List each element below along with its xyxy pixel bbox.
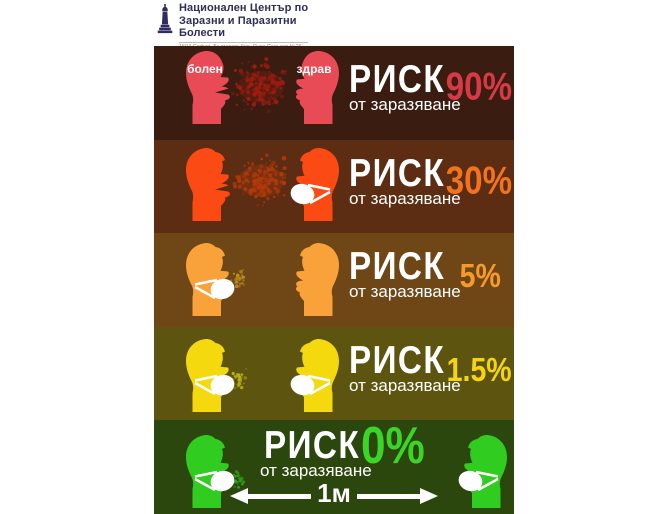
risk-title: РИСК <box>349 244 446 288</box>
head-label: здрав <box>296 62 332 76</box>
risk-bands <box>154 46 514 514</box>
arrowhead-right-icon <box>420 488 438 504</box>
sick-person-head <box>182 338 234 412</box>
distance-line <box>248 494 311 499</box>
band-both-masked <box>154 327 514 421</box>
healthy-person-head <box>459 434 511 508</box>
healthy-person-head <box>291 147 343 221</box>
sick-person-head <box>182 242 234 316</box>
tower-monument-icon <box>157 4 173 37</box>
risk-percentage: 90% <box>445 63 512 109</box>
healthy-person-head <box>291 338 343 412</box>
band-sick-masked <box>154 233 514 327</box>
healthy-person-head <box>291 50 343 124</box>
org-text-block <box>179 2 308 50</box>
droplet-spray <box>228 152 294 210</box>
risk-percentage: 0% <box>361 420 425 476</box>
sick-person-head <box>182 50 234 124</box>
org-title-line: Заразни и Паразитни <box>179 14 297 27</box>
risk-title: РИСК <box>349 151 446 195</box>
risk-subtitle: от заразяване <box>349 188 461 208</box>
head-label: болен <box>187 62 223 76</box>
sick-person-head <box>182 434 234 508</box>
distance-arrow <box>230 478 438 509</box>
org-header <box>157 2 308 50</box>
risk-subtitle: от заразяване <box>349 375 461 395</box>
risk-subtitle: от заразяване <box>349 95 461 114</box>
distance-line <box>357 494 420 499</box>
healthy-person-head <box>291 242 343 316</box>
distance-label: 1м <box>317 478 351 509</box>
risk-subtitle: от заразяване <box>260 461 372 481</box>
band-no-protection <box>154 46 514 140</box>
arrowhead-left-icon <box>230 488 248 504</box>
org-title-line: Болести <box>179 27 226 40</box>
org-title <box>179 2 308 40</box>
band-healthy-masked <box>154 140 514 234</box>
risk-percentage: 1.5% <box>446 350 512 389</box>
droplet-spray <box>228 58 294 116</box>
risk-percentage: 5% <box>459 257 501 295</box>
sick-person-head <box>182 147 234 221</box>
risk-title: РИСК <box>264 424 361 468</box>
org-title-line: Национален Център по <box>179 2 309 14</box>
risk-subtitle: от заразяване <box>349 282 461 302</box>
risk-title: РИСК <box>349 338 446 382</box>
risk-percentage: 30% <box>445 157 512 202</box>
risk-title: РИСК <box>349 57 446 101</box>
band-both-masked-distance <box>154 420 514 514</box>
